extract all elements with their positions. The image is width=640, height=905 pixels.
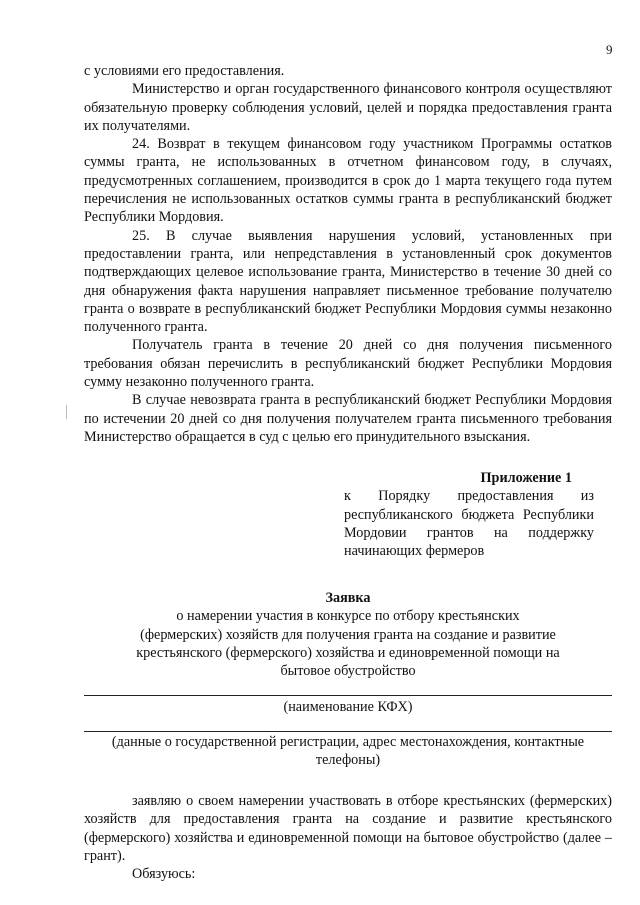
appendix-title: Приложение 1 xyxy=(480,470,572,486)
appendix-text: к Порядку предоставления из республиканского бюджета Республики Мордовии грантов на поддержку начинающих фермеров xyxy=(344,488,594,560)
statement-text xyxy=(84,792,612,883)
body-paragraph: Министерство и орган государственного финансового контроля осуществляют обязательную проверку соблюдения условий, целей и порядка предоставления гранта их получателями. xyxy=(84,81,612,134)
body-text xyxy=(84,62,612,446)
statement-paragraph: заявляю о своем намерении участвовать в отборе крестьянских (фермерских) хозяйств для предоставления гранта на создание и развитие крестьянского (фермерского) хозяйства и единовременной помощи на бытовое обустройство (далее – грант). xyxy=(84,793,612,864)
body-paragraph: 24. Возврат в текущем финансовом году участником Программы остатков суммы гранта, не использованных в отчетном финансовом году, в случаях, предусмотренных соглашением, производится в срок до 1 марта текущего года путем перечисления не использованных остатков суммы гранта в республиканский бюджет Республики Мордовия. xyxy=(84,136,612,226)
registration-field-line xyxy=(84,731,612,732)
registration-field-caption: (данные о государственной регистрации, адрес местонахождения, контактные телефоны) xyxy=(111,734,585,769)
request-title: Заявка xyxy=(325,590,371,606)
request-header xyxy=(84,589,612,680)
body-paragraph: 25. В случае выявления нарушения условий, установленных при предоставлении гранта, или непредставления в установленный срок документов подтверждающих целевое использование гранта, Министерство в течение 30 дней со дня обнаружения факта нарушения направляет письменное требование получателю гранта о возврате в республиканский бюджет Республики Мордовия суммы незаконно полученного гранта. xyxy=(84,227,612,336)
statement-paragraph: Обязуюсь: xyxy=(132,866,196,883)
page-number: 9 xyxy=(606,42,613,57)
body-paragraph: В случае невозврата гранта в республиканский бюджет Республики Мордовия по истечении 20 дней со дня получения получателем гранта письменного требования Министерство обращается в суд с целью его принудительного взыскания. xyxy=(84,392,612,445)
name-field-caption: (наименование КФХ) xyxy=(283,699,413,715)
body-paragraph: Получатель гранта в течение 20 дней со дня получения письменного требования обязан перечислить в республиканский бюджет Республики Мордовия сумму незаконно полученного гранта. xyxy=(84,337,612,391)
appendix-block xyxy=(344,469,594,560)
request-subtitle: о намерении участия в конкурсе по отбору крестьянских (фермерских) хозяйств для получения гранта на создание и развитие крестьянского (фермерского) хозяйства и единовременной помощи на бытовое обустройство xyxy=(136,608,560,680)
body-paragraph: с условиями его предоставления. xyxy=(84,63,285,79)
margin-mark xyxy=(66,405,70,419)
name-field-line xyxy=(84,695,612,696)
